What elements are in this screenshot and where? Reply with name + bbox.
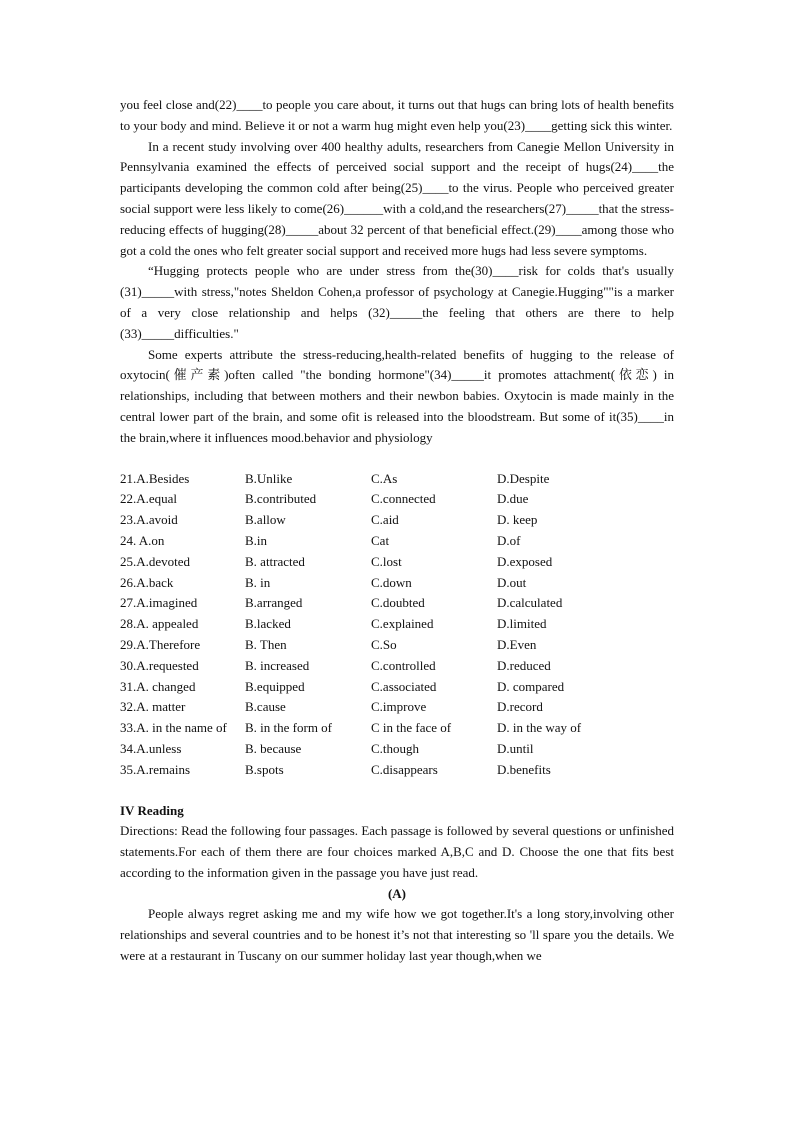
option-c: C.aid [371, 512, 399, 528]
option-b: B.Unlike [245, 470, 293, 486]
option-a: 34.A.unless [120, 740, 182, 756]
option-c: C.disappears [371, 761, 438, 777]
option-row [120, 697, 674, 718]
option-a: 28.A. appealed [120, 616, 199, 632]
option-c: C in the face of [371, 720, 452, 736]
option-b: B. in the form of [245, 720, 333, 736]
section-heading: IV Reading [120, 802, 184, 818]
option-d: D.of [497, 532, 521, 548]
option-d: D.reduced [497, 657, 551, 673]
options-list [120, 469, 674, 781]
option-d: D.due [497, 491, 529, 507]
option-c: C.doubted [371, 595, 425, 611]
option-d: D.record [497, 699, 543, 715]
option-d: D.until [497, 740, 534, 756]
option-b: B.cause [245, 699, 286, 715]
option-row [120, 635, 674, 656]
option-b: B. increased [245, 657, 310, 673]
option-a: 31.A. changed [120, 678, 196, 694]
option-d: D. compared [497, 678, 565, 694]
option-b: B.spots [245, 761, 284, 777]
option-a: 29.A.Therefore [120, 636, 201, 652]
option-d: D.benefits [497, 761, 551, 777]
option-b: B.in [245, 532, 268, 548]
option-c: C.improve [371, 699, 427, 715]
option-a: 25.A.devoted [120, 553, 191, 569]
cloze-paragraph: “Hugging protects people who are under stress from the(30)____risk for colds that's usually (31)_____with stress,"notes Sheldon Cohen,a professor of psychology at Canegie.Hugging""is a marker of a very close relationship and helps (32)_____the feeling that others are there to help (33)_____difficulties." [120, 263, 674, 341]
option-row [120, 614, 674, 635]
option-b: B.allow [245, 512, 286, 528]
option-row [120, 469, 674, 490]
option-a: 35.A.remains [120, 761, 191, 777]
option-d: D.limited [497, 616, 547, 632]
option-a: 26.A.back [120, 574, 174, 590]
option-b: B.equipped [245, 678, 305, 694]
option-row [120, 552, 674, 573]
passage-label: (A) [387, 885, 407, 901]
option-b: B.contributed [245, 491, 317, 507]
option-a: 23.A.avoid [120, 512, 178, 528]
option-row [120, 531, 674, 552]
option-d: D.Despite [497, 470, 550, 486]
option-a: 32.A. matter [120, 699, 186, 715]
option-row [120, 718, 674, 739]
option-d: D.Even [497, 636, 537, 652]
option-c: C.connected [371, 491, 436, 507]
option-c: C.As [371, 470, 398, 486]
option-a: 30.A.requested [120, 657, 199, 673]
document-page [120, 95, 674, 967]
option-a: 27.A.imagined [120, 595, 198, 611]
option-row [120, 593, 674, 614]
option-row [120, 677, 674, 698]
option-b: B.lacked [245, 616, 291, 632]
option-b: B. because [245, 740, 302, 756]
option-a: 33.A. in the name of [120, 720, 227, 736]
option-d: D. in the way of [497, 720, 582, 736]
option-c: C.So [371, 636, 397, 652]
option-row [120, 739, 674, 760]
passage-paragraph: People always regret asking me and my wife how we got together.It's a long story,involving other relationships and several countries and to be honest it’s not that interesting so 'll spare you the details. We were at a restaurant in Tuscany on our summer holiday last year though,when we [120, 906, 674, 964]
option-b: B. attracted [245, 553, 305, 569]
option-c: Cat [371, 532, 390, 548]
option-b: B. Then [245, 636, 287, 652]
option-d: D.exposed [497, 553, 553, 569]
option-b: B.arranged [245, 595, 303, 611]
option-c: C.though [371, 740, 420, 756]
option-c: C.lost [371, 553, 402, 569]
option-d: D.out [497, 574, 527, 590]
cloze-paragraph: you feel close and(22)____to people you care about, it turns out that hugs can bring lots of health benefits to your body and mind. Believe it or not a warm hug might even help you(23)____getting sick this winter. [120, 97, 674, 133]
option-a: 22.A.equal [120, 491, 178, 507]
option-c: C.associated [371, 678, 437, 694]
option-c: C.explained [371, 616, 434, 632]
reading-section [120, 801, 674, 967]
directions-text: Directions: Read the following four passages. Each passage is followed by several questions or unfinished statements.For each of them there are four choices marked A,B,C and D. Choose the one that fits best according to the information given in the passage you have just read. [120, 823, 674, 880]
cloze-paragraph: In a recent study involving over 400 healthy adults, researchers from Canegie Mellon University in Pennsylvania examined the effects of perceived social support and the receipt of hugs(24)____the participants developing the common cold after being(25)____to the virus. People who perceived greater social support were less likely to come(26)______with a cold,and the researchers(27)_____that the stress-reducing effects of hugging(28)_____about 32 percent of that beneficial effect.(29)____among those who got a cold the ones who felt greater social support and received more hugs had less severe symptoms. [120, 138, 674, 258]
option-d: D.calculated [497, 595, 563, 611]
option-c: C.controlled [371, 657, 436, 673]
option-row [120, 489, 674, 510]
cloze-passage [120, 95, 674, 449]
option-a: 21.A.Besides [120, 470, 190, 486]
option-row [120, 760, 674, 781]
cloze-paragraph: Some experts attribute the stress-reducing,health-related benefits of hugging to the release of oxytocin(催产素)often called "the bonding hormone"(34)_____it promotes attachment(依恋) in relationships, including that between mothers and their newbon babies. Oxytocin is made mainly in the central lower part of the brain, and some ofit is released into the bloodstream. But some of it(35)____in the brain,where it influences mood.behavior and physiology [120, 346, 674, 445]
option-c: C.down [371, 574, 412, 590]
option-row [120, 510, 674, 531]
option-row [120, 656, 674, 677]
option-b: B. in [245, 574, 271, 590]
option-a: 24. A.on [120, 532, 165, 548]
option-d: D. keep [497, 512, 538, 528]
option-row [120, 573, 674, 594]
